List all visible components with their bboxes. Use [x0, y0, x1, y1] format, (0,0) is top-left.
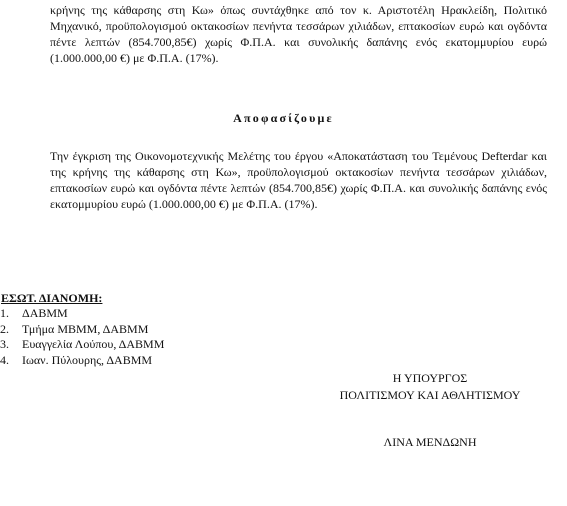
distribution-item-text: Ιωαν. Πύλουρης, ΔΑΒΜΜ [22, 352, 153, 367]
distribution-item-number: 1. [0, 306, 9, 320]
distribution-list [0, 306, 164, 368]
distribution-item-text: Τμήμα ΜΒΜΜ, ΔΑΒΜΜ [22, 321, 149, 336]
distribution-item-text: Ευαγγελία Λούπου, ΔΑΒΜΜ [22, 337, 165, 351]
distribution-item [0, 337, 164, 353]
decision-heading: Αποφασίζουμε [233, 111, 334, 125]
signatory-name: ΛΙΝΑ ΜΕΝΔΩΝΗ [383, 435, 477, 449]
distribution-item-number: 4. [0, 352, 9, 367]
distribution-item-text: ΔΑΒΜΜ [22, 306, 68, 320]
distribution-item [0, 353, 164, 369]
distribution-item [0, 306, 164, 322]
decision-paragraph: Την έγκριση της Οικονομοτεχνικής Μελέτης του έργου «Αποκατάσταση του Τεμένους Defterdar και της κρήνης της κάθαρσης στη Κω», προϋπολογισμού οκτακοσίων πενήντα τεσσάρων χιλιάδων, επτακοσίων ευρώ και ογδόντα πέντε λεπτών (854.700,85€) χωρίς Φ.Π.Α. και συνολικής δαπάνης ενός εκατομμυρίου ευρώ (1.000.000,00 €) με Φ.Π.Α. (17%). [50, 149, 547, 211]
distribution-title: ΕΣΩΤ. ΔΙΑΝΟΜΗ: [1, 291, 103, 305]
signature-title: Η ΥΠΟΥΡΓΟΣ [392, 371, 468, 385]
distribution-item [0, 322, 164, 338]
distribution-item-number: 2. [0, 321, 9, 336]
distribution-item-number: 3. [0, 337, 9, 351]
signature-block [305, 370, 555, 404]
intro-paragraph: κρήνης της κάθαρσης στη Κω» όπως συντάχθηκε από τον κ. Αριστοτέλη Ηρακλείδη, Πολιτικό Μηχανικό, προϋπολογισμού οκτακοσίων πενήντα τεσσάρων χιλιάδων, επτακοσίων ευρώ και ογδόντα πέντε λεπτών (854.700,85€) χωρίς Φ.Π.Α. και συνολικής δαπάνης ενός εκατομμυρίου ευρώ (1.000.000,00 €) με Φ.Π.Α. (17%). [50, 3, 547, 65]
signature-ministry: ΠΟΛΙΤΙΣΜΟΥ ΚΑΙ ΑΘΛΗΤΙΣΜΟΥ [339, 388, 521, 402]
